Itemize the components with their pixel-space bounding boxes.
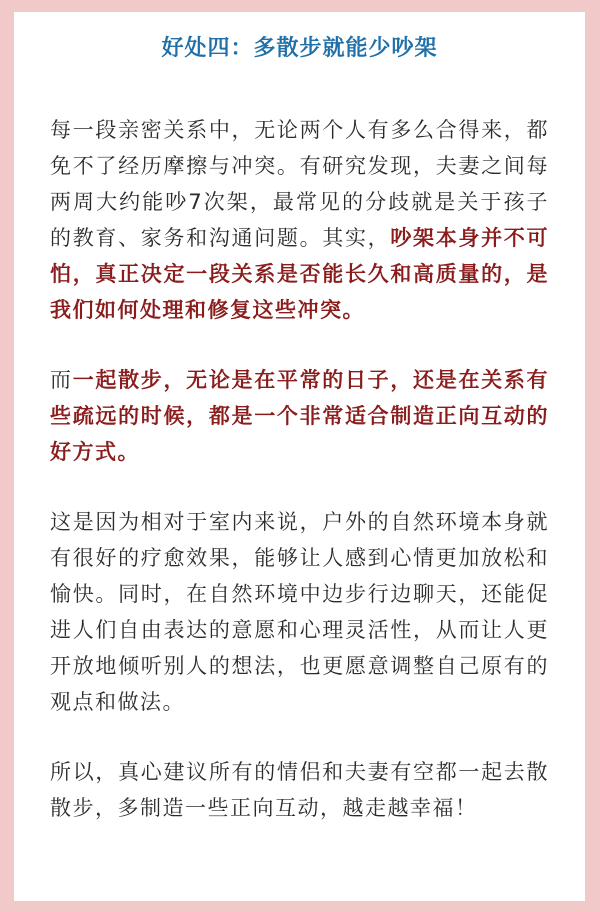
paragraph-2 — [50, 362, 549, 470]
paragraph-3 — [50, 504, 549, 720]
paragraph-1 — [50, 112, 549, 328]
paragraph-2-text: 而 — [50, 368, 73, 392]
paragraph-4-text: 所以，真心建议所有的情侣和夫妻有空都一起去散散步，多制造一些正向互动，越走越幸福！ — [50, 760, 549, 820]
article-heading: 好处四：多散步就能少吵架 — [161, 36, 438, 61]
paragraph-2-emphasis: 一起散步，无论是在平常的日子，还是在关系有些疏远的时候，都是一个非常适合制造正向互动的好方式。 — [50, 368, 550, 464]
paragraph-4 — [50, 754, 549, 826]
paragraph-1-emphasis: 吵架本身并不可怕，真正决定一段关系是否能长久和高质量的，是我们如何处理和修复这些冲突。 — [50, 226, 550, 322]
paragraph-1-text: 每一段亲密关系中，无论两个人有多么合得来，都免不了经历摩擦与冲突。有研究发现，夫妻之间每两周大约能吵7次架，最常见的分歧就是关于孩子的教育、家务和沟通问题。其实， — [50, 118, 549, 250]
paragraph-3-text: 这是因为相对于室内来说，户外的自然环境本身就有很好的疗愈效果，能够让人感到心情更加放松和愉快。同时，在自然环境中边步行边聊天，还能促进人们自由表达的意愿和心理灵活性，从而让人更开放地倾听别人的想法，也更愿意调整自己原有的观点和做法。 — [50, 510, 549, 714]
article-card — [14, 12, 585, 901]
